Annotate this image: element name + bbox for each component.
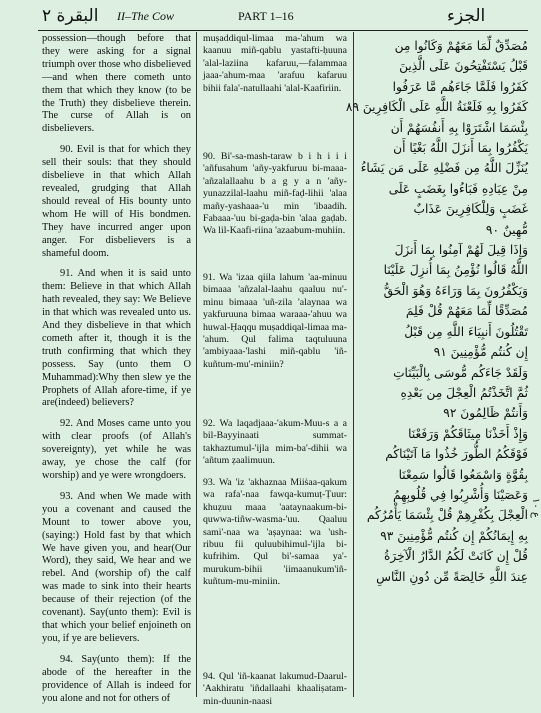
translit-verse-93: 93. Wa 'iz 'akhaznaa Miiṡaa-qakum wa rafa'-naa fawqa-kumuṭ-Ṭuur: khuẓuu maaa 'aataynaakum-bi-quwwa-tiñw-wasma-'uu. Qaaluu sami'-naa wa 'aṣaynaa: wa 'ush-ribuu fii quluubihimul-'ijla bi-kufrihim. Qul bi'-samaa ya'-murukum-bihii 'iimaanukum'iñ-kuñtum-mu-miniin. — [203, 477, 347, 588]
header-surah-title: II–The Cow — [117, 9, 174, 23]
arabic-line: مِنْ عِبَادِهِ فَبَاءُوا بِغَضَبٍ عَلَى — [388, 181, 528, 196]
header-arabic-part: الجزء — [447, 6, 486, 26]
english-verse-93: 93. And when We made with you a covenant and caused the Mount to tower above you, (saying:) Hold fast by that which We have given you, and hear(Our Word), they said, We hear and we rebel. And (worship of) the calf was made to sink into their hearts because of their rejection (of the covenant). Say(unto them): Evil is that which your belief enjoineth on you, if ye are believers. — [42, 490, 191, 644]
arabic-line: وَلَقَدْ جَاءَكُم مُّوسَى بِالْبَيِّنَاتِ — [393, 365, 528, 380]
header-part: PART 1–16 — [238, 9, 294, 23]
arabic-line: قُلْ إِن كَانَتْ لَكُمُ الدَّارُ الْآخِرَةُ — [384, 549, 528, 564]
header-rule — [38, 30, 528, 31]
translit-verse-92: 92. Wa laqadjaaa-'akum-Muu-s a a bil-Bayyinaati summat-takhaztumul-'ijla mim-ba'-dihii wa 'añtum ẓaalimuun. — [203, 418, 347, 467]
arabic-line: مُّهِينٌ ٩٠ — [485, 222, 528, 237]
arabic-line: يُنَزِّلَ اللَّهُ مِن فَضْلِهِ عَلَى مَن يَشَاءُ — [360, 161, 528, 176]
arabic-line: يَكْفُرُوا بِمَا أَنزَلَ اللَّهُ بَغْيًا أَن — [393, 141, 528, 156]
header-arabic-surah: البقرة ٢ — [42, 6, 99, 26]
english-verse-92: 92. And Moses came unto you with clear proofs (of Allah's sovereignty), yet while he was away, ye chose the calf (for worship) and ye were wrongdoers. — [42, 418, 191, 481]
translit-verse-90: 90. Bi'-sa-mash-taraw b i h i i i 'añfusahum 'añy-yakfuruu bi-maaa-'añzalallaahu b a g y a n 'añy-yunazzilal-laahu miñ-faḍ-lihii 'alaa mañy-yashaaa-'u min 'ibaadih. Fabaaa-'uu bi-gaḍa-bin 'alaa gaḍab. Wa lil-Kaafi-riina 'azaabum-muhiin. — [203, 151, 347, 237]
arabic-line: عِندَ اللَّهِ خَالِصَةً مِّن دُونِ النَّاسِ — [376, 569, 528, 584]
english-paragraph: possession—though before that they were asking for a signal triumph over those who disbelieved—and when there cometh unto them that which they know (to be the Truth) they disbelieve therein. The curse of Allah is on disbelievers. — [42, 33, 191, 135]
arabic-line: وَيَكْفُرُونَ بِمَا وَرَاءَهُ وَهُوَ الْحَقُّ — [383, 283, 528, 298]
arabic-line: غَضَبٍ وَلِلْكَافِرِينَ عَذَابٌ — [413, 202, 528, 217]
arabic-line: مُصَدِّقًا لِّمَا مَعَهُمْ قُلْ فَلِمَ — [405, 304, 528, 319]
arabic-line: كَفَرُوا فَلَمَّا جَاءَهُم مَّا عَرَفُوا — [392, 79, 528, 94]
arabic-line: فَوْقَكُمُ الطُّورَ خُذُوا مَا آتَيْنَاكُم — [385, 447, 528, 462]
arabic-line: بِهِ إِيمَانُكُمْ إِن كُنتُم مُّؤْمِنِينَ ٩٣ — [380, 528, 528, 543]
arabic-line: مُصَدِّقٌ لِّمَا مَعَهُمْ وَكَانُوا مِن — [394, 39, 528, 53]
arabic-line: بِقُوَّةٍ وَاسْمَعُوا قَالُوا سَمِعْنَا — [398, 467, 528, 482]
transliteration-column — [203, 33, 347, 707]
english-verse-94: 94. Say(unto them): If the abode of the hereafter in the providence of Allah is indeed for you alone and not for others of — [42, 653, 191, 704]
arabic-line: وَأَنتُمْ ظَالِمُونَ ٩٢ — [443, 406, 528, 421]
column-divider-right — [353, 32, 354, 697]
arabic-line: وَإِذْ أَخَذْنَا مِيثَاقَكُمْ وَرَفَعْنَا — [408, 426, 528, 441]
translit-verse-91: 91. Wa 'izaa qiila lahum 'aa-minuu bimaaa 'añzalal-laahu qaaluu nu'-minu bimaaa 'uñ-zila 'alaynaa wa yakfuruuna bimaa waraaa-'ahuu wa huwal-Ḥaqqu muṣaddiqal-limaa ma-'ahum. Qul falima taqtuluuna 'ambiyaaa-'lashi miñ-qablu 'iñ-kuñtum-mu'-miniin? — [203, 272, 347, 370]
arabic-line: بِئْسَمَا اشْتَرَوْا بِهِ أَنفُسَهُمْ أَن — [390, 120, 528, 135]
arabic-line: كَفَرُوا بِهِ فَلَعْنَةُ اللَّهِ عَلَى الْكَافِرِينَ ٨٩ — [345, 100, 528, 115]
ruku-marker: ع ١٠ — [530, 498, 541, 518]
translit-verse-94: 94. Qul 'iñ-kaanat lakumud-Daarul-'Aakhiratu 'iñdallaahi khaaliṣatam-min-duunin-naasi — [203, 671, 347, 707]
english-verse-90: 90. Evil is that for which they sell their souls: that they should disbelieve in that which Allah revealed, grudging that Allah should reveal of His bounty unto whom He will of His bondmen. They have incurred anger upon anger. For disbelievers is a shameful doom. — [42, 144, 191, 259]
arabic-line: إِن كُنتُم مُّؤْمِنِينَ ٩١ — [433, 345, 528, 360]
arabic-line: الْعِجْلَ بِكُفْرِهِمْ قُلْ بِئْسَمَا يَأْمُرُكُم — [366, 508, 528, 523]
translit-paragraph: muṣaddiqul-limaa ma-'ahum wa kaanuu miñ-qablu yastafti-ḥuuna 'alal-laziina kafaruu,—falammaa jaaa-'ahum-maa 'arafuu kafaruu bihii fala'-natullaahi 'alal-Kaafiriin. — [203, 33, 347, 94]
arabic-line: ثُمَّ اتَّخَذْتُمُ الْعِجْلَ مِن بَعْدِهِ — [400, 385, 528, 400]
arabic-text-column — [345, 36, 528, 587]
arabic-line: تَقْتُلُونَ أَنبِيَاءَ اللَّهِ مِن قَبْلُ — [404, 324, 528, 339]
page-header — [0, 0, 540, 32]
arabic-line: وَعَصَيْنَا وَأُشْرِبُوا فِي قُلُوبِهِمُ — [393, 487, 528, 502]
column-divider-left — [196, 32, 197, 697]
english-translation-column — [42, 33, 191, 713]
arabic-line: وَإِذَا قِيلَ لَهُمْ آمِنُوا بِمَا أَنزَلَ — [394, 243, 528, 258]
english-verse-91: 91. And when it is said unto them: Believe in that which Allah hath revealed, they say: We Believe in that which was revealed unto us. And they disbelieve in that which cometh after it, though it is the truth confirming that which they possess. Say (unto them O Muhammad):Why then slew ye the Prophets of Allah afore-time, if ye are(indeed) believers? — [42, 268, 191, 409]
arabic-line: اللَّهُ قَالُوا نُؤْمِنُ بِمَا أُنزِلَ عَلَيْنَا — [383, 263, 528, 278]
arabic-line: قَبْلُ يَسْتَفْتِحُونَ عَلَى الَّذِينَ — [399, 59, 528, 74]
